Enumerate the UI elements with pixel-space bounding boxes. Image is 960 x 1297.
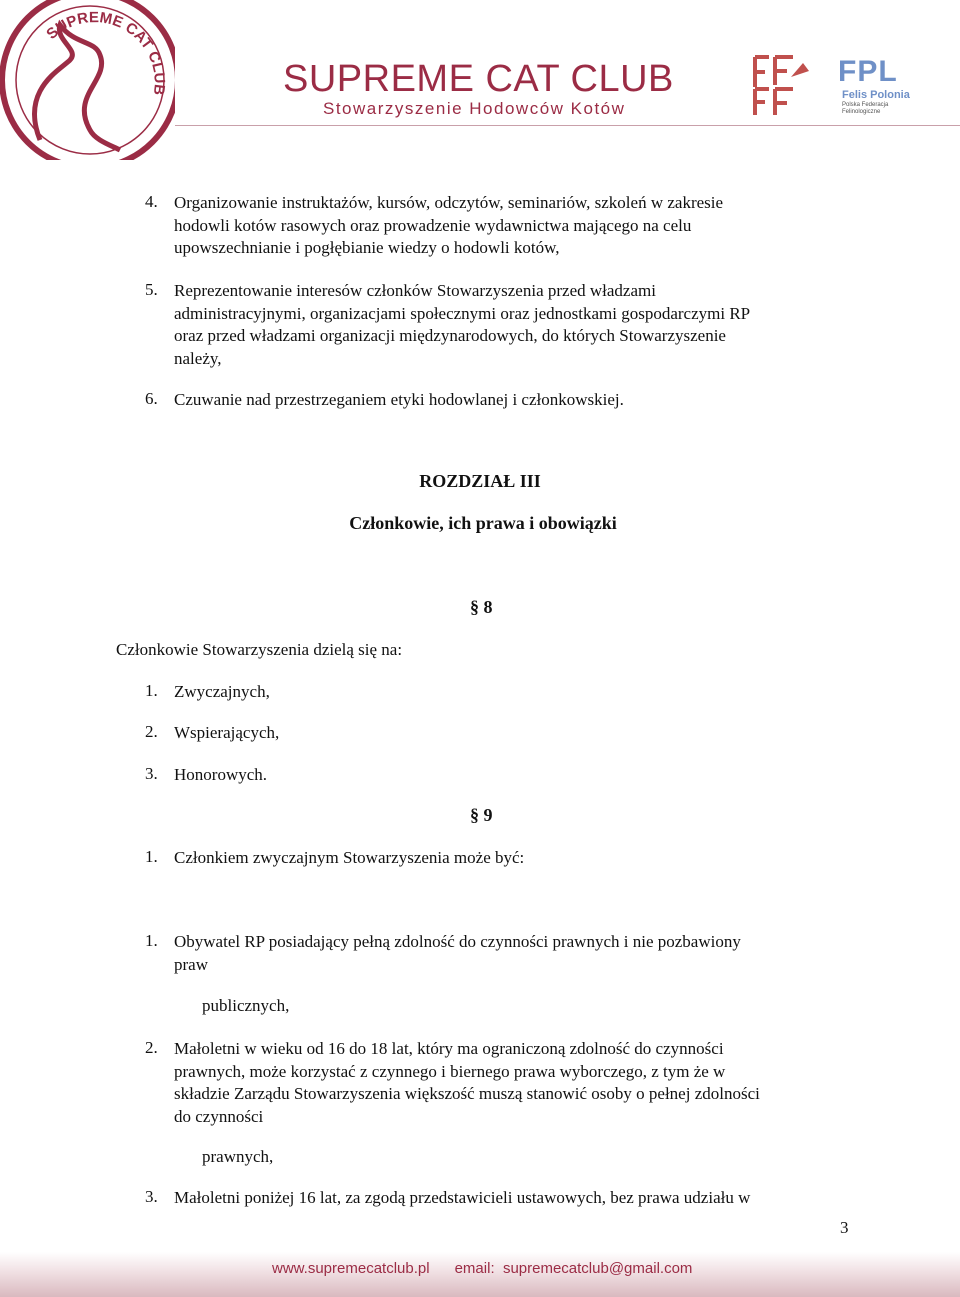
item-text: Organizowanie instruktażów, kursów, odczytów, seminariów, szkoleń w zakresie hodowli kotów rasowych oraz prowadzenie wydawnictwa mającego na celu upowszechnianie i pogłębianie wiedzy o hodowli kotów,: [174, 193, 724, 257]
supreme-cat-club-logo: [0, 0, 175, 160]
svg-text:SUPREME CAT CLUB: [43, 9, 168, 96]
footer-contact: [272, 1260, 692, 1277]
item-number: 5.: [145, 280, 158, 299]
fpl-name: Felis Polonia: [842, 89, 910, 101]
fpl-logo: [838, 55, 920, 120]
item-number: 6.: [145, 389, 158, 408]
page-header: [0, 0, 960, 160]
item-text: Członkiem zwyczajnym Stowarzyszenia może być:: [174, 848, 525, 867]
item-text: Małoletni poniżej 16 lat, za zgodą przedstawicieli ustawowych, bez prawa udziału w: [174, 1188, 751, 1207]
item-text: Zwyczajnych,: [174, 682, 270, 701]
club-name: SUPREME CAT CLUB: [283, 58, 674, 100]
item-text: Reprezentowanie interesów członków Stowarzyszenia przed władzami administracyjnymi, organizacjami społecznymi oraz jednostkami gospodarczymi RP oraz przed władzami organizacji międzynarodowych, do których Stowarzyszenie należy,: [174, 281, 751, 368]
header-divider: [175, 125, 960, 126]
club-subtitle: Stowarzyszenie Hodowców Kotów: [323, 99, 626, 118]
chapter-title: ROZDZIAŁ III: [419, 471, 541, 491]
website-link[interactable]: www.supremecatclub.pl: [272, 1260, 430, 1277]
chapter-subtitle: Członkowie, ich prawa i obowiązki: [349, 513, 617, 533]
item-text: Obywatel RP posiadający pełną zdolność do czynności prawnych i nie pozbawiony praw: [174, 932, 741, 974]
logo-arc-text: SUPREME CAT CLUB: [43, 9, 168, 97]
fpl-small-text: Polska Federacja Felinologiczne: [842, 102, 889, 115]
item-number: 1.: [145, 847, 158, 866]
fpl-logo-text: FPL: [838, 55, 898, 88]
fife-logo: [745, 47, 815, 119]
section-sign-9: § 9: [470, 805, 493, 825]
item-number: 3.: [145, 1187, 158, 1206]
item-text: Czuwanie nad przestrzeganiem etyki hodowlanej i członkowskiej.: [174, 390, 624, 409]
item-text: Wspierających,: [174, 723, 280, 742]
item-text: Honorowych.: [174, 765, 268, 784]
item-number: 1.: [145, 931, 158, 950]
page-number: 3: [840, 1218, 849, 1237]
section-sign-8: § 8: [470, 597, 493, 617]
email-link[interactable]: email: supremecatclub@gmail.com: [454, 1260, 693, 1277]
item-number: 2.: [145, 722, 158, 741]
item-number: 1.: [145, 681, 158, 700]
item-continuation: publicznych,: [202, 996, 290, 1015]
item-text: Małoletni w wieku od 16 do 18 lat, który ma ograniczoną zdolność do czynności prawnych, może korzystać z czynnego i biernego prawa wyborczego, z tym że w składzie Zarządu Stowarzyszenia większość muszą stanowić osoby o pełnej zdolności do czynności: [174, 1039, 760, 1126]
item-continuation: prawnych,: [202, 1147, 274, 1166]
item-number: 2.: [145, 1038, 158, 1057]
section-intro: Członkowie Stowarzyszenia dzielą się na:: [116, 640, 403, 659]
item-number: 3.: [145, 764, 158, 783]
page-footer: [0, 1252, 960, 1297]
item-number: 4.: [145, 192, 158, 211]
